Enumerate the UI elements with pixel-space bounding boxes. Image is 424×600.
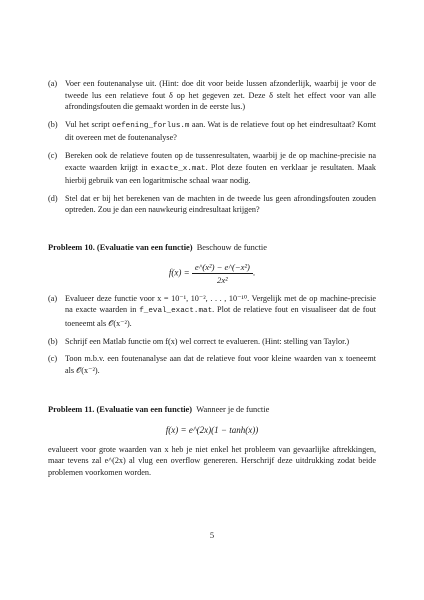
- item-text: . Plot de relatieve fout en visualiseer dat de fout toeneemt als 𝒪(x⁻²).: [65, 305, 376, 328]
- problem-heading-11: [48, 404, 376, 416]
- page-number: 5: [209, 530, 215, 540]
- item-label: (b): [48, 336, 58, 346]
- list-item: [48, 78, 376, 113]
- problem-intro: Beschouw de functie: [196, 243, 267, 252]
- item-label: (a): [48, 293, 58, 303]
- equation-numerator: e^(x²) − e^(−x²): [192, 262, 253, 274]
- item-text: Bereken ook de relatieve fouten op de tussenresultaten, waarbij je de op machine-precisie na exacte waarden krijgt in: [65, 150, 376, 172]
- item-text: Stel dat er bij het berekenen van de machten in de tweede lus geen afrondingsfouten zouden optreden. Zou je dan een nauwkeurig eindresultaat krijgen?: [65, 193, 376, 215]
- equation-f10: f(x) = $\frac{\text{e\textasciicircum{}(x²) − e\textasciicircum{}(−x²)}}{\text{2x²}}$ .: [168, 261, 256, 285]
- code-filename: oefening_forlus.m: [112, 121, 190, 130]
- item-text: Evalueer deze functie voor x = 10⁻¹, 10⁻², . . . , 10⁻¹⁰. Vergelijk met de op machine-precisie na exacte waarden in: [65, 293, 376, 315]
- equation-lhs: f(x) =: [168, 267, 190, 278]
- problem-body: evalueert voor grote waarden van x heb je niet enkel het probleem van gevaarlijke aftrekkingen, maar tevens zal e^(2x) al vlug een overflow genereren. Herschrijf deze uitdrukking zodat beide problemen voorkomen worden.: [48, 444, 376, 477]
- code-filename: f_eval_exact.mat: [139, 307, 213, 316]
- item-label: (b): [48, 119, 58, 129]
- item-label: (d): [48, 193, 58, 203]
- item-text: aan. Wat is de relatieve fout op het eindresultaat? Komt dit overeen met de foutenanalyse?: [65, 119, 377, 143]
- list-item: [48, 193, 376, 216]
- item-text: Vul het script: [65, 119, 113, 129]
- item-text: Voer een foutenanalyse uit. (Hint: doe dit voor beide lussen afzonderlijk, waarbij je voor de tweede lus een relatieve fout δ op het gegeven zet. Deze δ stelt het effect voor van alle afrondingsfouten die gemaakt worden in de eerste lus.): [65, 79, 376, 112]
- problem-title: Probleem 11. (Evaluatie van een functie): [48, 405, 193, 414]
- code-filename: exacte_x.mat: [150, 164, 206, 173]
- item-label: (c): [48, 150, 58, 160]
- list-item: [48, 336, 376, 348]
- item-text: Schrijf een Matlab functie om f(x) wel correct te evalueren. (Hint: stelling van Taylor.): [65, 336, 350, 346]
- list-item: [48, 353, 376, 376]
- list-item: [48, 119, 376, 144]
- items-top: [48, 78, 376, 222]
- list-item: [48, 150, 376, 187]
- item-text: . Plot deze fouten en verklaar je resultaten. Maak hierbij gebruik van een logaritmische schaal waar nodig.: [65, 162, 376, 186]
- equation-f11: f(x) = e^(2x)(1 − tanh(x)): [165, 424, 259, 435]
- list-item: [48, 293, 376, 330]
- item-label: (a): [48, 79, 58, 88]
- problem-intro: Wanneer je de functie: [196, 405, 270, 414]
- problem-title: Probleem 10. (Evaluatie van een functie): [48, 243, 193, 252]
- problem-10: [48, 242, 376, 382]
- problem-heading-10: [48, 242, 376, 254]
- item-text: Toon m.b.v. een foutenanalyse aan dat de relatieve fout voor kleine waarden van x toeneemt als 𝒪(x⁻²).: [65, 354, 376, 375]
- equation-fraction: [192, 262, 253, 285]
- item-label: (c): [48, 354, 58, 364]
- problem-11: [48, 404, 376, 479]
- equation-denominator: 2x²: [217, 274, 228, 285]
